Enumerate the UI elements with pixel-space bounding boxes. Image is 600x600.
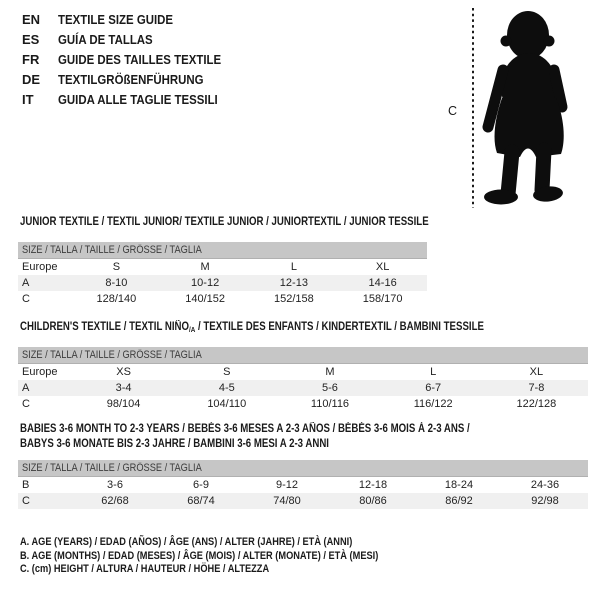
size-cell: 12-13 [279, 277, 308, 289]
size-cell: M [200, 261, 210, 273]
size-cell: 92/98 [531, 495, 559, 507]
table-title-babies [20, 422, 555, 452]
language-label: GUIDA ALLE TAGLIE TESSILI [58, 92, 218, 107]
language-label: GUÍA DE TALLAS [58, 32, 153, 47]
size-table-children [18, 347, 588, 412]
legend-line-text: C. (cm) HEIGHT / ALTURA / HAUTEUR / HÖHE / ALTEZZA [20, 563, 270, 576]
size-cell: 158/170 [362, 293, 403, 305]
size-cell: 6-9 [193, 479, 209, 491]
height-measure-label: C [448, 104, 458, 118]
language-code: DE [22, 72, 41, 87]
size-cell: 116/122 [413, 398, 453, 410]
row-label-cell: A [22, 277, 30, 289]
language-row-es [22, 30, 243, 50]
legend-line-text: A. AGE (YEARS) / EDAD (AÑOS) / ÂGE (ANS) / ALTER (JAHRE) / ETÀ (ANNI) [20, 536, 353, 548]
size-cell: 5-6 [322, 382, 338, 394]
size-cell: 98/104 [106, 398, 141, 410]
language-row-fr [22, 50, 243, 70]
language-code: EN [22, 12, 41, 27]
table-row-months [18, 477, 588, 493]
size-cell: 68/74 [187, 495, 215, 507]
legend [20, 537, 447, 578]
height-measure-line [471, 8, 475, 208]
size-cell: 18-24 [444, 479, 474, 491]
size-cell: 140/152 [185, 293, 225, 305]
size-cell: 104/110 [207, 398, 247, 410]
title-segment: CHILDREN'S TEXTILE / TEXTIL NIÑO [20, 321, 190, 333]
language-guide [22, 10, 243, 110]
table-title-babies-line1: BABIES 3-6 MONTH TO 2-3 YEARS / BEBÉS 3-6 MESES A 2-3 AÑOS / BÉBÉS 3-6 MOIS À 2-3 ANS / [20, 423, 470, 435]
legend-line-text: B. AGE (MONTHS) / EDAD (MESES) / ÂGE (MOIS) / ALTER (MONATE) / ETÀ (MESI) [20, 549, 379, 562]
language-row-en [22, 10, 243, 30]
size-cell: 14-16 [368, 277, 397, 289]
language-row-it [22, 90, 243, 110]
size-cell: 122/128 [516, 398, 557, 410]
size-cell: 110/116 [310, 398, 350, 410]
size-header-bar [18, 347, 588, 364]
size-table-junior [18, 242, 427, 307]
size-cell: 86/92 [445, 495, 473, 507]
size-cell: 152/158 [273, 293, 314, 305]
language-code: FR [22, 52, 40, 67]
table-title-junior-text: JUNIOR TEXTILE / TEXTIL JUNIOR/ TEXTILE JUNIOR / JUNIORTEXTIL / JUNIOR TESSILE [20, 216, 429, 228]
table-title-babies-line2: BABYS 3-6 MONATE BIS 2-3 JAHRE / BAMBINI 3-6 MESI A 2-3 ANNI [20, 438, 329, 450]
size-cell: M [325, 366, 335, 378]
size-cell: 74/80 [273, 495, 301, 507]
size-cell: XL [529, 366, 544, 378]
table-row-height [18, 291, 427, 307]
size-cell: XS [116, 366, 131, 378]
size-cell: 128/140 [96, 293, 137, 305]
row-label-cell: C [22, 398, 30, 410]
size-cell: S [112, 261, 121, 273]
row-label-cell: B [22, 479, 30, 491]
row-label-cell: C [22, 293, 30, 305]
language-label: GUIDE DES TAILLES TEXTILE [58, 52, 222, 67]
height-figure [440, 4, 598, 210]
table-row-europe [18, 364, 588, 380]
size-header-text: SIZE / TALLA / TAILLE / GRÖSSE / TAGLIA [22, 244, 202, 256]
size-cell: 12-18 [358, 479, 388, 491]
baby-silhouette-image [482, 6, 574, 208]
row-label-cell: C [22, 495, 30, 507]
legend-line-age-years [20, 537, 447, 548]
legend-line-age-months [20, 551, 447, 562]
size-cell: XL [375, 261, 390, 273]
size-cell: 10-12 [191, 277, 220, 289]
size-table-babies [18, 460, 588, 509]
title-subscript: /A [189, 325, 196, 334]
size-header-bar [18, 242, 427, 259]
table-row-height [18, 396, 588, 412]
row-label-cell: Europe [22, 261, 58, 273]
table-row-height [18, 493, 588, 509]
language-label: TEXTILGRÖßENFÜHRUNG [58, 72, 204, 87]
language-code: ES [22, 32, 40, 47]
size-header-bar [18, 460, 588, 477]
size-header-text: SIZE / TALLA / TAILLE / GRÖSSE / TAGLIA [22, 349, 202, 361]
size-cell: 24-36 [530, 479, 560, 491]
table-row-age [18, 380, 588, 396]
language-row-de [22, 70, 243, 90]
table-title-junior [20, 216, 506, 228]
table-row-europe [18, 259, 427, 275]
size-cell: 3-4 [115, 382, 132, 394]
size-cell: 3-6 [107, 479, 123, 491]
size-cell: L [430, 366, 437, 378]
row-label-cell: A [22, 382, 30, 394]
size-cell: 6-7 [425, 382, 442, 394]
size-cell: S [223, 366, 231, 378]
size-cell: 4-5 [218, 382, 235, 394]
size-cell: 9-12 [275, 479, 299, 491]
size-header-text: SIZE / TALLA / TAILLE / GRÖSSE / TAGLIA [22, 462, 202, 474]
size-cell: 8-10 [105, 277, 128, 289]
size-cell: 7-8 [528, 382, 545, 394]
size-cell: L [290, 261, 297, 273]
legend-line-height [20, 564, 447, 575]
row-label-cell: Europe [22, 366, 58, 378]
title-segment: / TEXTILE DES ENFANTS / KINDERTEXTIL / BAMBINI TESSILE [195, 321, 484, 333]
language-label: TEXTILE SIZE GUIDE [58, 12, 174, 27]
table-row-age [18, 275, 427, 291]
table-title-children [20, 321, 572, 334]
size-cell: 80/86 [359, 495, 387, 507]
table-title-children-text [20, 321, 484, 334]
language-code: IT [22, 92, 34, 107]
size-cell: 62/68 [101, 495, 129, 507]
